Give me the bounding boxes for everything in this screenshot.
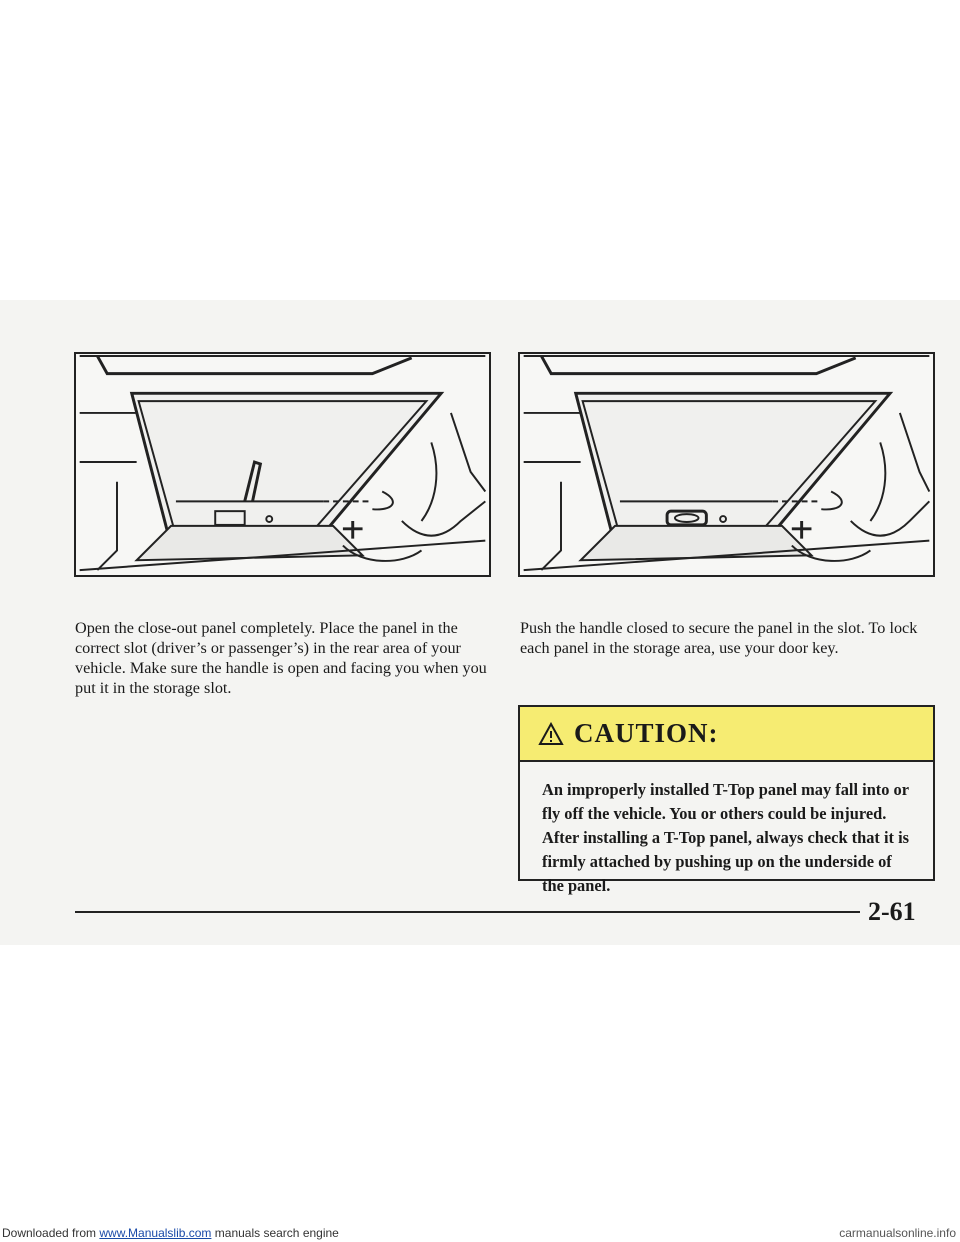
manualslib-link[interactable]: www.Manualslib.com (99, 1226, 212, 1240)
illustration-panel-open (74, 352, 491, 577)
warning-triangle-icon (538, 722, 564, 746)
t-top-panel-closed-drawing (520, 354, 933, 575)
instruction-paragraph-right: Push the handle closed to secure the panel in the slot. To lock each panel in the storage area, use your door key. (520, 619, 918, 657)
footer-suffix: manuals search engine (211, 1226, 339, 1240)
manual-page (0, 300, 960, 945)
caution-title: CAUTION: (574, 718, 719, 748)
watermark-text: carmanualsonline.info (839, 1226, 956, 1240)
footer-prefix: Downloaded from (2, 1226, 100, 1240)
t-top-panel-open-drawing (76, 354, 489, 575)
caution-text: An improperly installed T-Top panel may fall into or fly off the vehicle. You or others could be injured. After installing a T-Top panel, always check that it is firmly attached by pushing up on the underside of the panel. (542, 780, 910, 895)
illustration-panel-secured (518, 352, 935, 577)
page-number: 2-61 (868, 897, 916, 926)
caution-header (520, 707, 933, 762)
caution-box (518, 705, 935, 895)
footer-source (2, 1224, 339, 1242)
download-footer (0, 1224, 960, 1242)
instruction-paragraph-left: Open the close-out panel completely. Place the panel in the correct slot (driver’s or passenger’s) in the rear area of your vehicle. Make sure the handle is open and facing you when you put it in the storage slot. (75, 619, 487, 697)
footer-rule (75, 911, 860, 913)
